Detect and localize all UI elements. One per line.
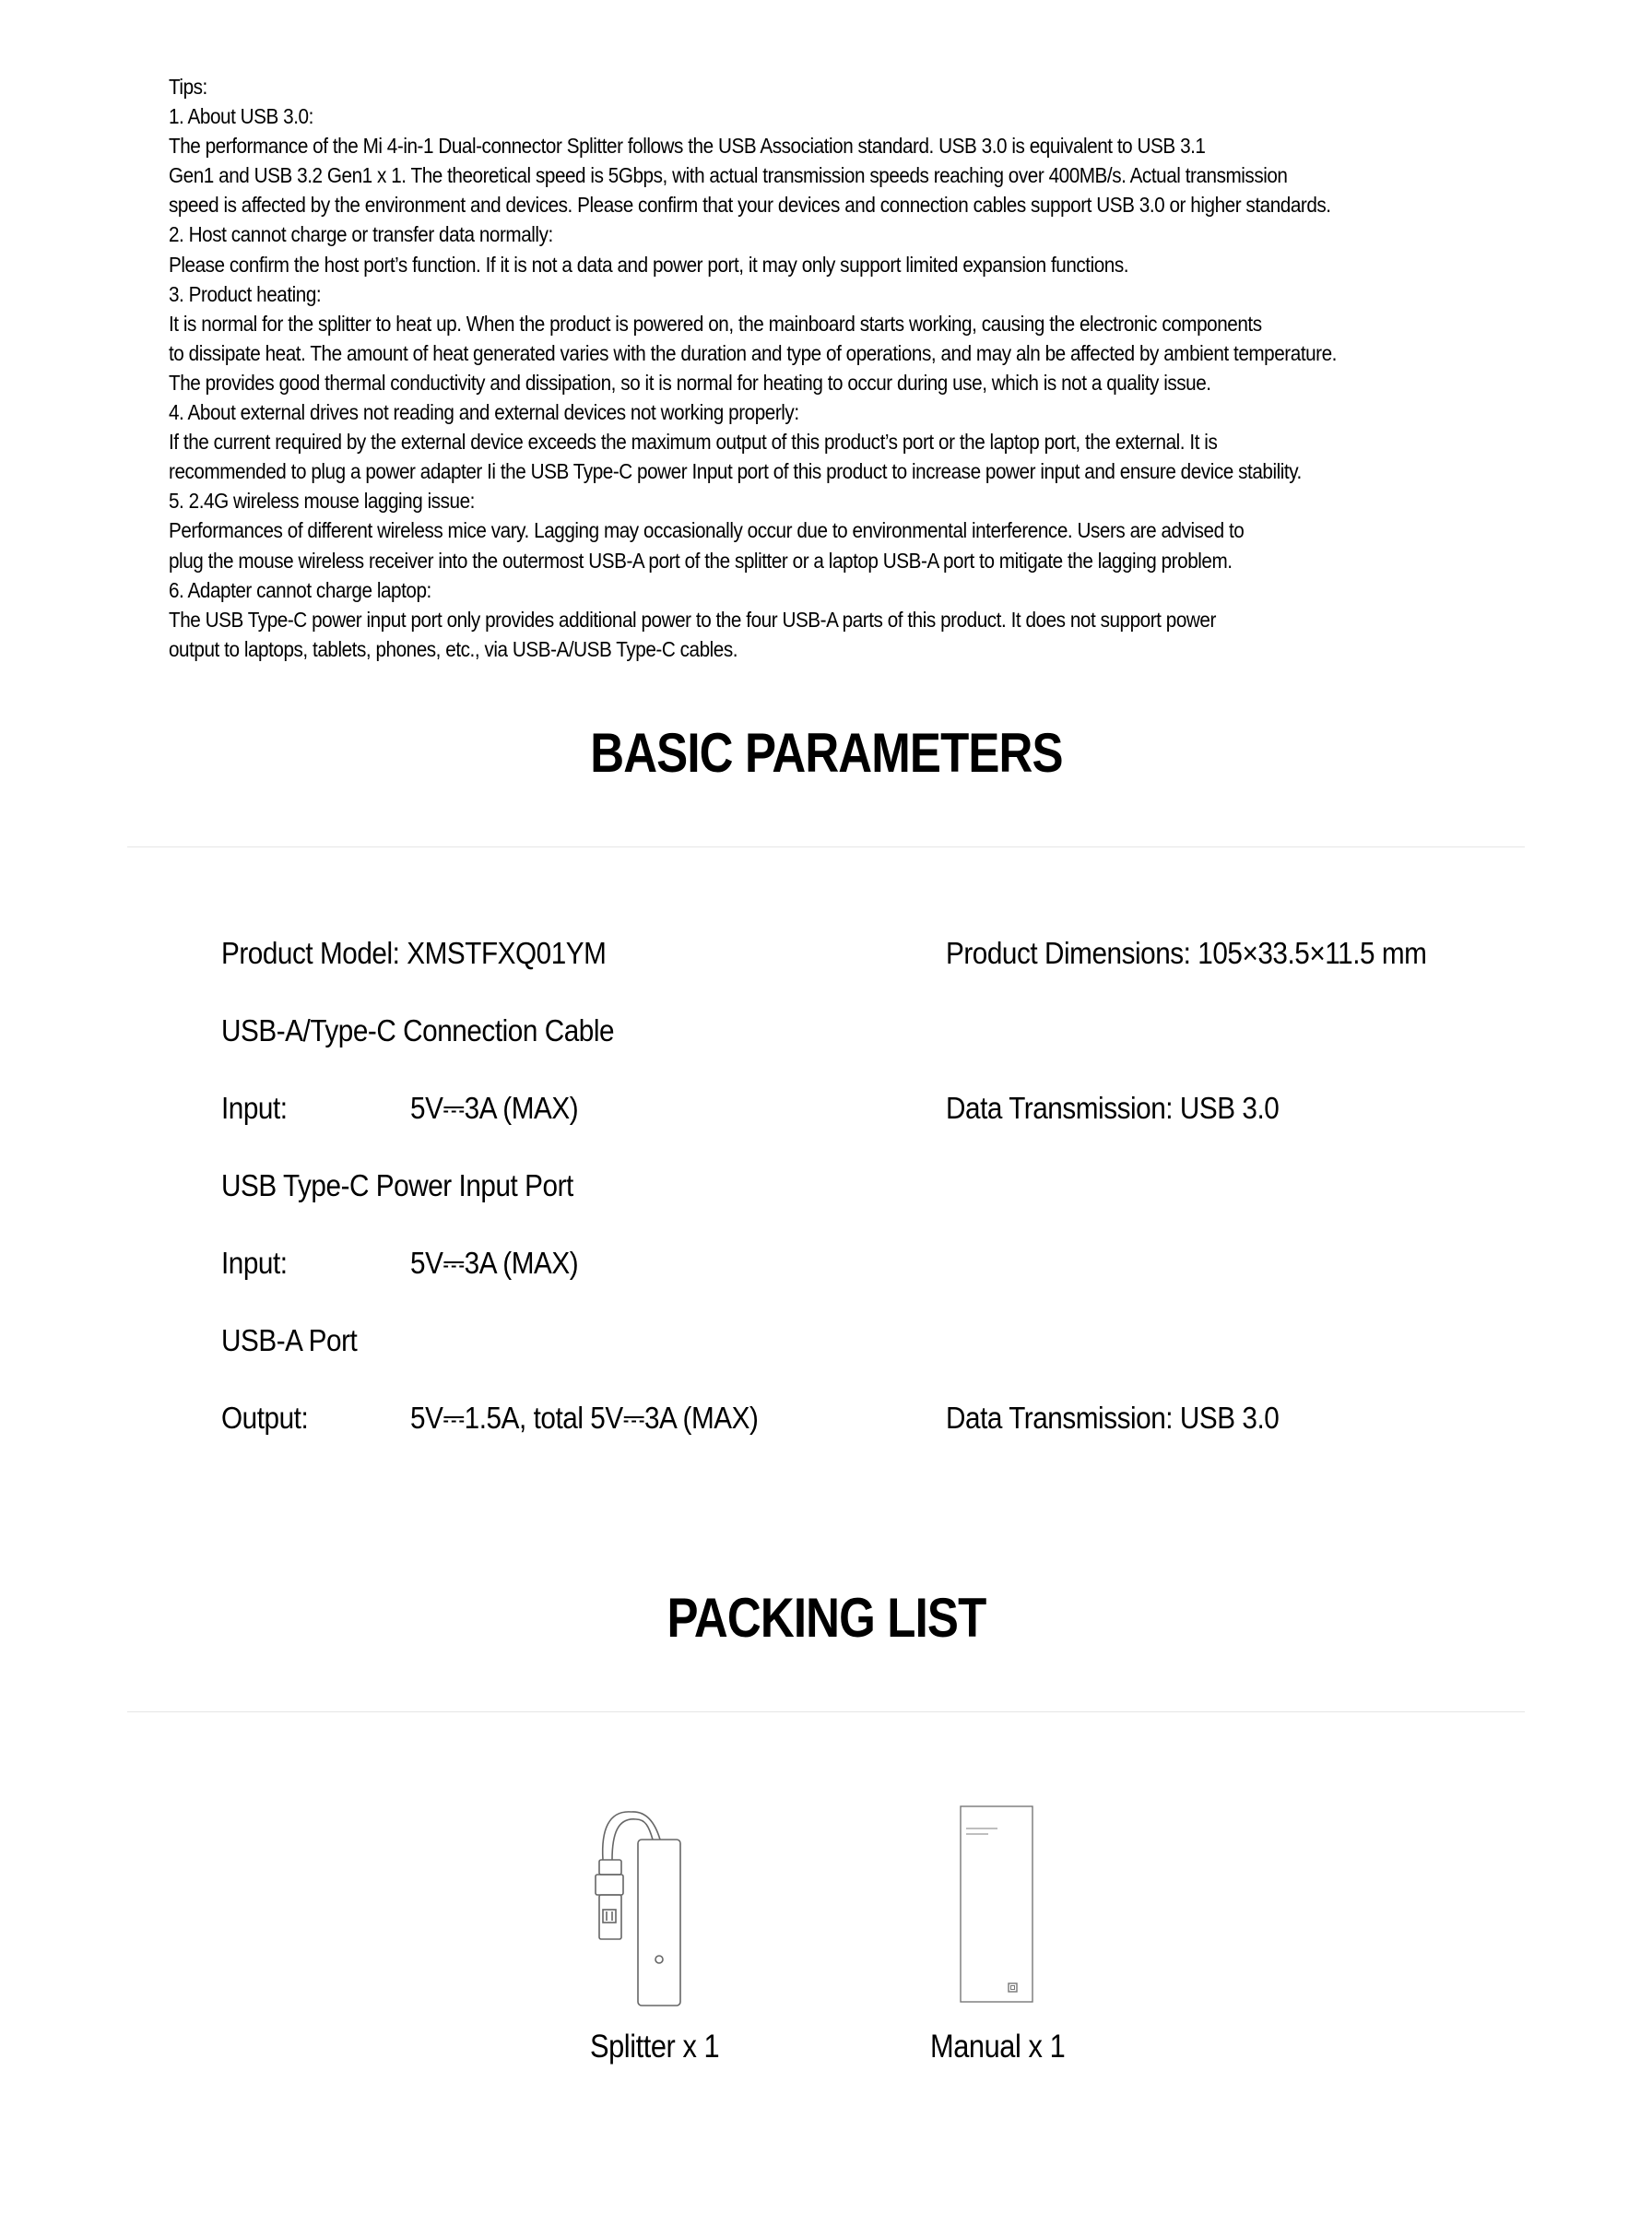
param-label: Product Model: XMSTFXQ01YM (221, 936, 607, 970)
tip-2-text: Please confirm the host port’s function. If it is not a data and power port, it may only support limited expansion functions. (169, 252, 1129, 277)
splitter-icon (581, 1803, 691, 2015)
param-row (221, 1168, 1512, 1214)
packing-list-title-text: PACKING LIST (667, 1587, 985, 1649)
param-label: Input: (221, 1091, 288, 1125)
tip-1-text: speed is affected by the environment and devices. Please confirm that your devices and connection cables support USB 3.0 or higher standards. (169, 193, 1331, 218)
tip-1-heading: 1. About USB 3.0: (169, 104, 313, 129)
basic-parameters-title (0, 721, 1652, 785)
packing-item-caption: Manual x 1 (930, 2029, 1066, 2065)
tip-6-text: The USB Type-C power input port only provides additional power to the four USB-A parts of this product. It does not support power (169, 607, 1216, 632)
param-value: 5V⎓3A (MAX) (410, 1246, 579, 1280)
param-value: 5V⎓1.5A, total 5V⎓3A (MAX) (410, 1401, 759, 1435)
tip-3-text: It is normal for the splitter to heat up. When the product is powered on, the mainboard starts working, causing the electronic components (169, 311, 1262, 336)
tip-4-text: If the current required by the external device exceeds the maximum output of this product’s port or the laptop port, the external. It is (169, 430, 1218, 455)
tip-5-text: plug the mouse wireless receiver into the outermost USB-A port of the splitter or a laptop USB-A port to mitigate the lagging problem. (169, 548, 1233, 573)
tip-3-heading: 3. Product heating: (169, 281, 322, 306)
packing-list-title (0, 1586, 1652, 1650)
param-row (221, 936, 1512, 982)
param-label: Output: (221, 1401, 309, 1435)
basic-parameters-title-text: BASIC PARAMETERS (589, 722, 1063, 784)
param-row (221, 1013, 1512, 1059)
tip-6-heading: 6. Adapter cannot charge laptop: (169, 577, 431, 602)
param-row (221, 1091, 1512, 1137)
tip-4-text: recommended to plug a power adapter Ii the USB Type-C power Input port of this product to increase power input and ensure device stability. (169, 459, 1302, 484)
param-right: Data Transmission: USB 3.0 (946, 1401, 1280, 1435)
param-label: Input: (221, 1246, 288, 1280)
param-label: USB Type-C Power Input Port (221, 1168, 573, 1202)
param-right: Data Transmission: USB 3.0 (946, 1091, 1280, 1125)
param-right: Product Dimensions: 105×33.5×11.5 mm (946, 936, 1427, 970)
tips-heading: Tips: (169, 75, 207, 99)
param-row (221, 1323, 1512, 1369)
tip-6-text: output to laptops, tablets, phones, etc., via USB-A/USB Type-C cables. (169, 636, 738, 661)
tip-5-text: Performances of different wireless mice vary. Lagging may occasionally occur due to environmental interference. Users are advised to (169, 518, 1245, 543)
manual-icon (957, 1803, 1036, 2007)
packing-item-caption: Splitter x 1 (590, 2029, 720, 2065)
tip-3-text: to dissipate heat. The amount of heat generated varies with the duration and type of operations, and may aln be affected by ambient temperature. (169, 340, 1337, 365)
param-label: USB-A/Type-C Connection Cable (221, 1013, 615, 1047)
tip-5-heading: 5. 2.4G wireless mouse lagging issue: (169, 489, 475, 514)
tip-4-heading: 4. About external drives not reading and external devices not working properly: (169, 400, 799, 425)
tip-2-heading: 2. Host cannot charge or transfer data normally: (169, 222, 553, 247)
tip-1-text: The performance of the Mi 4-in-1 Dual-connector Splitter follows the USB Association standard. USB 3.0 is equivalent to USB 3.1 (169, 134, 1206, 159)
param-row (221, 1246, 1512, 1292)
tip-1-text: Gen1 and USB 3.2 Gen1 x 1. The theoretical speed is 5Gbps, with actual transmission speeds reaching over 400MB/s. Actual transmission (169, 163, 1288, 188)
param-label: USB-A Port (221, 1323, 358, 1357)
divider (127, 1711, 1525, 1712)
param-row (221, 1401, 1512, 1447)
divider (127, 846, 1525, 847)
param-value: 5V⎓3A (MAX) (410, 1091, 579, 1125)
tip-3-text: The provides good thermal conductivity and dissipation, so it is normal for heating to occur during use, which is not a quality issue. (169, 370, 1211, 395)
tips-section (169, 72, 1372, 664)
